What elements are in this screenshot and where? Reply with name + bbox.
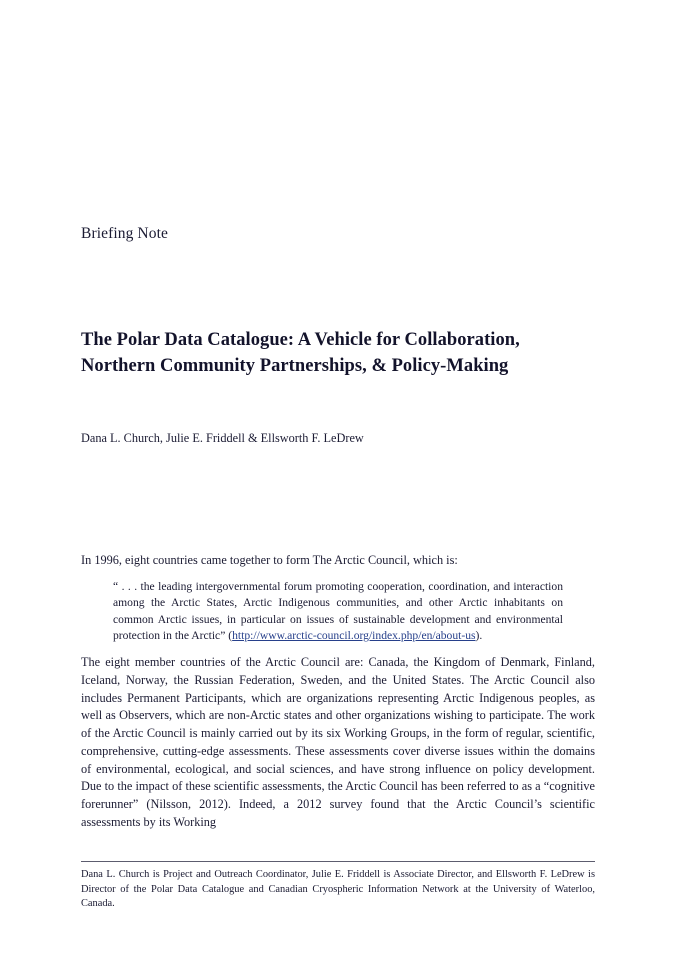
running-head: Briefing Note [81, 225, 168, 242]
blockquote-arctic-council-definition [113, 579, 563, 645]
authors-line: Dana L. Church, Julie E. Friddell & Ellsworth F. LeDrew [81, 431, 364, 445]
blockquote-text-before-link: “ . . . the leading intergovernmental forum promoting cooperation, coordination, and interaction among the Arctic States, Arctic Indigenous communities, and other Arctic inhabitants on common Arctic issues, in particular on issues of sustainable development and environmental protection in the Arctic” ( [113, 579, 563, 642]
blockquote-paragraph [113, 579, 563, 645]
footnote-text: Dana L. Church is Project and Outreach Coordinator, Julie E. Friddell is Associate Director, and Ellsworth F. LeDrew is Director of the Polar Data Catalogue and Canadian Cryospheric Information Network at the University of Waterloo, Canada. [81, 869, 595, 910]
body-column [81, 552, 595, 831]
main-paragraph: The eight member countries of the Arctic Council are: Canada, the Kingdom of Denmark, Finland, Iceland, Norway, the Russian Federation, Sweden, and the United States. The Arctic Council also includes Permanent Participants, which are organizations representing Arctic Indigenous peoples, as well as Observers, which are non-Arctic states and other organizations wishing to participate. The work of the Arctic Council is mainly carried out by its six Working Groups, in the form of regular, scientific, comprehensive, cutting-edge assessments. These assessments cover diverse issues within the domains of environmental, ecological, and social sciences, and have strong influence on policy development. Due to the impact of these scientific assessments, the Arctic Council has been referred to as a “cognitive forerunner” (Nilsson, 2012). Indeed, a 2012 survey found that the Arctic Council’s scientific assessments by its Working [81, 655, 595, 829]
page-title: The Polar Data Catalogue: A Vehicle for Collaboration, Northern Community Partnerships, & Policy-Making [81, 330, 520, 377]
lead-paragraph: In 1996, eight countries came together to form The Arctic Council, which is: [81, 553, 458, 567]
arctic-council-link[interactable]: http://www.arctic-council.org/index.php/en/about-us [232, 628, 476, 642]
title-block [81, 327, 597, 445]
footnote-separator-rule [81, 861, 595, 862]
blockquote-text-after-link: ). [475, 628, 483, 642]
footnote-zone [81, 861, 595, 912]
